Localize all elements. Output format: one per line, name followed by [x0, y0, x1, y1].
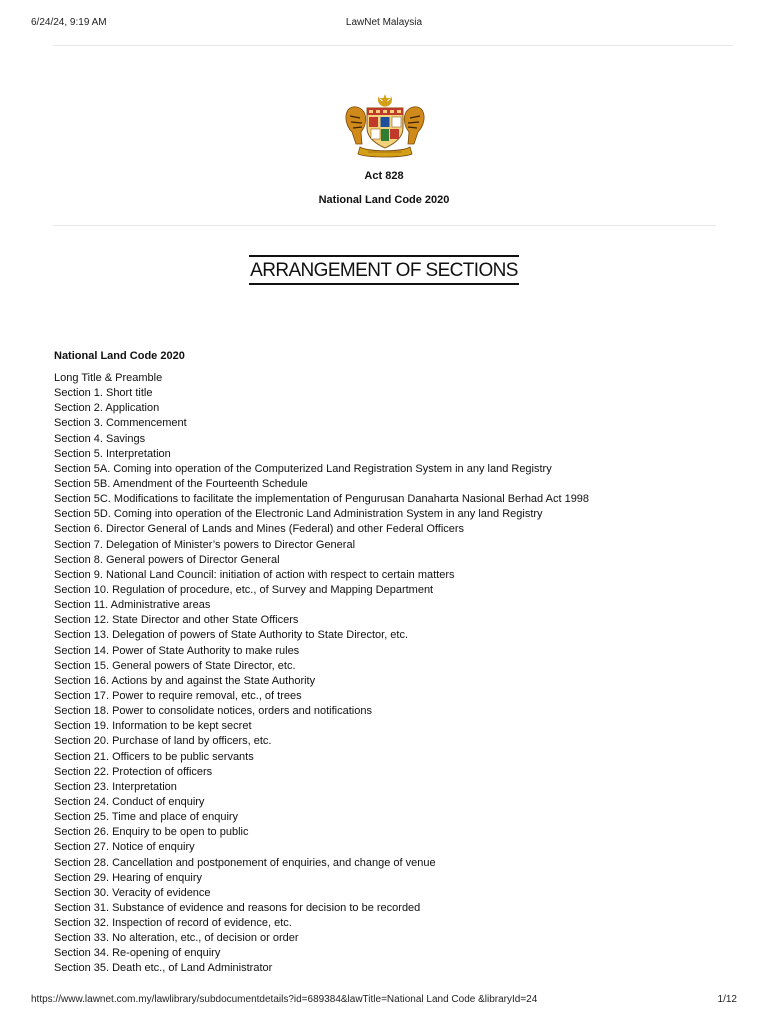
toc-item[interactable]: Section 1. Short title: [54, 387, 153, 400]
toc-item[interactable]: Section 22. Protection of officers: [54, 765, 213, 778]
toc-item[interactable]: Section 9. National Land Council: initiation of action with respect to certain matters: [54, 568, 455, 581]
malaysia-coat-of-arms-icon: [342, 92, 428, 160]
table-of-contents: [54, 349, 734, 977]
toc-item[interactable]: Section 19. Information to be kept secret: [54, 720, 252, 733]
toc-item[interactable]: Section 11. Administrative areas: [54, 599, 211, 612]
print-datetime: 6/24/24, 9:19 AM: [31, 17, 107, 28]
toc-item[interactable]: Section 23. Interpretation: [54, 780, 177, 793]
toc-item[interactable]: Section 24. Conduct of enquiry: [54, 795, 205, 808]
toc-item[interactable]: Section 5D. Coming into operation of the Electronic Land Administration System in any land Registry: [54, 508, 543, 521]
toc-item[interactable]: Section 17. Power to require removal, etc., of trees: [54, 689, 302, 702]
toc-item[interactable]: Section 21. Officers to be public servants: [54, 750, 254, 763]
arrangement-heading: ARRANGEMENT OF SECTIONS: [249, 255, 519, 285]
print-header: [31, 13, 737, 29]
toc-item[interactable]: Section 28. Cancellation and postponement of enquiries, and change of venue: [54, 856, 436, 869]
print-url: https://www.lawnet.com.my/lawlibrary/subdocumentdetails?id=689384&lawTitle=National Land Code &libraryId=24: [31, 994, 538, 1005]
toc-item[interactable]: Section 31. Substance of evidence and reasons for decision to be recorded: [54, 901, 421, 914]
toc-item[interactable]: Section 27. Notice of enquiry: [54, 841, 195, 854]
act-number: Act 828: [364, 170, 404, 182]
toc-item[interactable]: Section 7. Delegation of Minister’s powers to Director General: [54, 538, 356, 551]
toc-item[interactable]: Section 18. Power to consolidate notices, orders and notifications: [54, 705, 372, 718]
toc-item[interactable]: Section 2. Application: [54, 402, 160, 415]
toc-item[interactable]: Section 15. General powers of State Director, etc.: [54, 659, 296, 672]
toc-item[interactable]: Section 10. Regulation of procedure, etc., of Survey and Mapping Department: [54, 583, 434, 596]
toc-item[interactable]: Section 8. General powers of Director General: [54, 553, 280, 566]
toc-item[interactable]: Section 12. State Director and other State Officers: [54, 614, 299, 627]
toc-item[interactable]: Section 3. Commencement: [54, 417, 187, 430]
toc-item[interactable]: Section 35. Death etc., of Land Administrator: [54, 962, 273, 975]
toc-item[interactable]: Section 5A. Coming into operation of the Computerized Land Registration System in any land Registry: [54, 462, 552, 475]
toc-item[interactable]: Section 32. Inspection of record of evidence, etc.: [54, 917, 292, 930]
toc-item[interactable]: Section 13. Delegation of powers of State Authority to State Director, etc.: [54, 629, 409, 642]
act-title: National Land Code 2020: [318, 194, 450, 206]
toc-list: [54, 371, 734, 977]
toc-item[interactable]: Section 4. Savings: [54, 432, 146, 445]
toc-item[interactable]: Section 26. Enquiry to be open to public: [54, 826, 249, 839]
toc-item[interactable]: Section 5. Interpretation: [54, 447, 171, 460]
toc-item[interactable]: Section 30. Veracity of evidence: [54, 886, 211, 899]
toc-item[interactable]: Section 20. Purchase of land by officers, etc.: [54, 735, 272, 748]
toc-item[interactable]: Section 5B. Amendment of the Fourteenth Schedule: [54, 477, 308, 490]
header-divider: [53, 45, 733, 46]
print-site-title: LawNet Malaysia: [345, 17, 423, 28]
title-divider: [53, 225, 716, 226]
page-indicator: 1/12: [717, 994, 737, 1005]
toc-item[interactable]: Section 14. Power of State Authority to make rules: [54, 644, 300, 657]
toc-item[interactable]: Section 6. Director General of Lands and Mines (Federal) and other Federal Officers: [54, 523, 465, 536]
print-footer: [31, 994, 737, 1008]
toc-title: National Land Code 2020: [54, 350, 185, 362]
toc-item[interactable]: Section 33. No alteration, etc., of decision or order: [54, 932, 299, 945]
toc-item[interactable]: Section 25. Time and place of enquiry: [54, 811, 239, 824]
toc-item[interactable]: Section 5C. Modifications to facilitate the implementation of Pengurusan Danaharta Nasional Berhad Act 1998: [54, 493, 590, 506]
toc-item[interactable]: Section 34. Re-opening of enquiry: [54, 947, 221, 960]
toc-item[interactable]: Section 16. Actions by and against the State Authority: [54, 674, 316, 687]
toc-item[interactable]: Section 29. Hearing of enquiry: [54, 871, 202, 884]
toc-item[interactable]: Long Title & Preamble: [54, 372, 163, 384]
